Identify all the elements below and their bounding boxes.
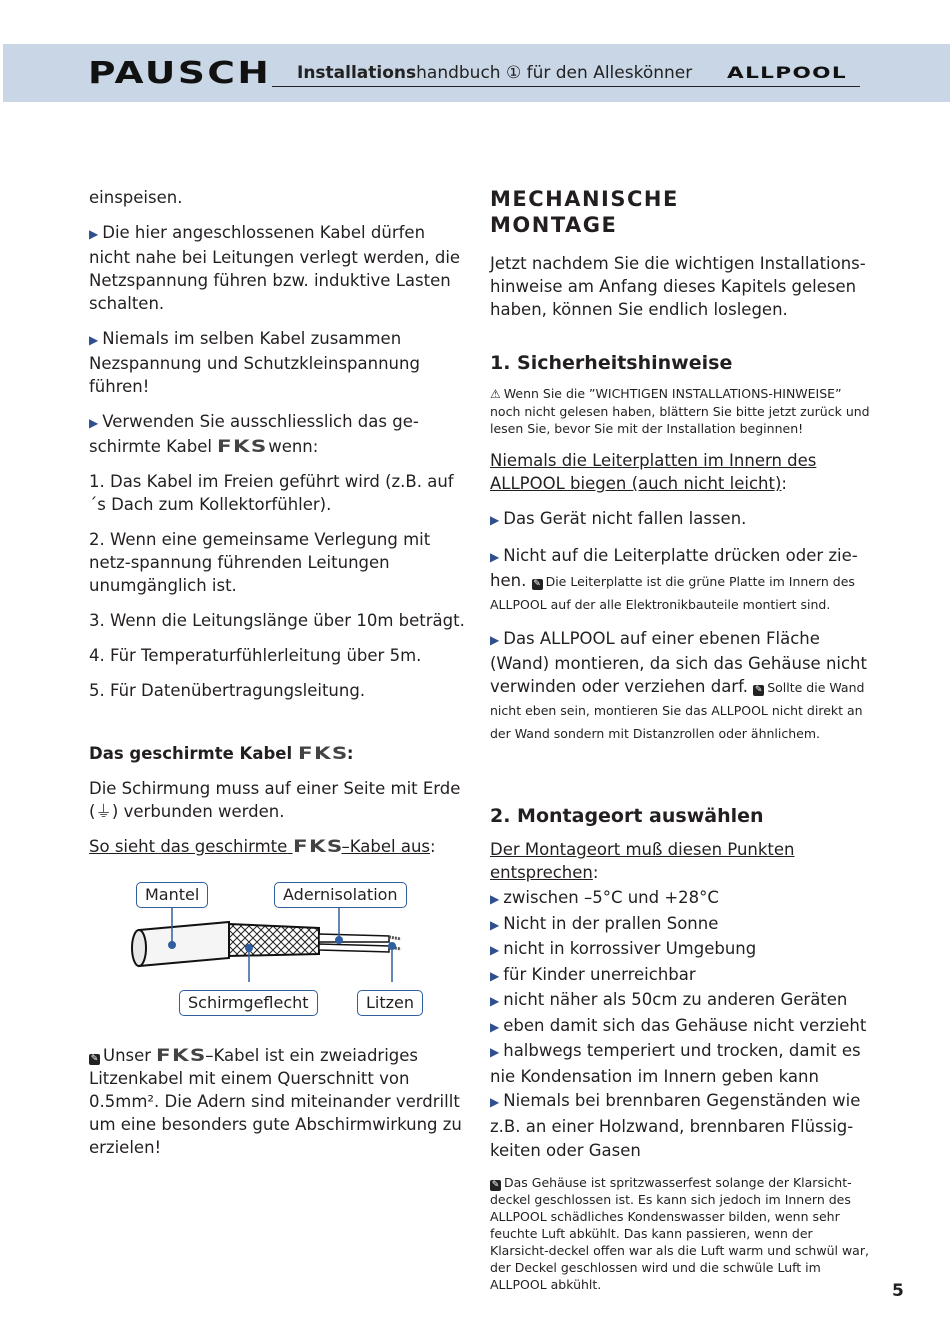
triangle-bullet-icon: ▶ [490, 892, 500, 906]
inline-note [490, 574, 855, 612]
triangle-bullet-icon: ▶ [490, 943, 500, 957]
list-item [490, 963, 870, 989]
bullet-text: Die hier angeschlossenen Kabel dürfen nicht nahe bei Leitungen verlegt werden, die Netzspannung führen bzw. induktive Lasten schalten. [89, 223, 461, 313]
bullet-nicht-fallen [490, 507, 870, 532]
underlined-text: Der Montageort muß diesen Punkten entsprechen [490, 840, 795, 882]
numbered-item-3: 3. Wenn die Leitungslänge über 10m beträgt. [89, 611, 465, 630]
fks-logo: FKS [217, 437, 268, 456]
note-icon: ✎ [90, 1054, 99, 1064]
note-icon: ✎ [754, 685, 763, 695]
bullet-text: wenn: [268, 437, 319, 456]
label-adernisolation: Adernisolation [274, 882, 407, 908]
header-title-rest: handbuch ① für den Alleskönner [416, 63, 693, 83]
list-item [490, 988, 870, 1014]
cable-jacket [139, 922, 229, 966]
bullet-text: Das Gerät nicht fallen lassen. [503, 509, 747, 528]
left-column [89, 186, 469, 1171]
header-title [297, 62, 692, 84]
note-text: Sollte die Wand nicht eben sein, montieren Sie das ALLPOOL nicht direkt an der Wand sondern mit Distanzrollen oder ähnlichem. [490, 680, 865, 741]
right-column [490, 186, 870, 1293]
pointer-dot [388, 942, 396, 950]
unser-text-a: Unser [103, 1046, 152, 1065]
header-title-bold: Installations [297, 63, 417, 83]
list-item-text: nicht näher als 50cm zu anderen Geräten [503, 990, 848, 1009]
section-title-line1: MECHANISCHE [490, 187, 679, 211]
paragraph-montageort [490, 838, 870, 884]
pointer-dot [335, 936, 343, 944]
unser-text-b: –Kabel ist ein zweiadriges Litzenkabel mit einem Querschnitt von 0.5mm². Die Adern sind miteinander verdrillt um eine besonders gute Abschirmwirkung zu erzielen! [89, 1046, 462, 1157]
triangle-bullet-icon: ▶ [490, 994, 500, 1008]
triangle-bullet-icon: ▶ [490, 513, 500, 527]
cable-diagram [89, 870, 469, 1030]
warning-icon: ⚠ [490, 387, 501, 401]
paragraph-intro: Jetzt nachdem Sie die wichtigen Installations-hinweise am Anfang dieses Kapitels gelesen haben, können Sie endlich loslegen. [490, 254, 866, 319]
list-item-text: für Kinder unerreichbar [503, 964, 696, 984]
paragraph-niemals-leiterplatten [490, 449, 870, 495]
list-item-text: halbwegs temperiert und trocken, damit es nie Kondensation im Innern geben kann [490, 1041, 861, 1086]
underlined-text [89, 837, 430, 856]
list-item [490, 912, 870, 938]
note-icon: ✎ [491, 1179, 500, 1190]
allpool-logo: ALLPOOL [727, 63, 848, 82]
sieht-text-a: So sieht das geschirmte [89, 837, 288, 856]
bullet-kabel-leitungen [89, 221, 469, 315]
bullet-geschirmte-kabel [89, 410, 469, 458]
triangle-bullet-icon: ▶ [490, 550, 500, 564]
list-item [490, 886, 870, 912]
colon: : [592, 863, 599, 882]
triangle-bullet-icon: ▶ [490, 968, 500, 983]
underlined-text: Niemals die Leiterplatten im Innern des ALLPOOL biegen (auch nicht leicht) [490, 451, 817, 493]
fks-logo: FKS [297, 744, 349, 763]
endnote-text: Das Gehäuse ist spritzwasserfest solange der Klarsicht-deckel geschlossen ist. Es kann sich jedoch im Innern des ALLPOOL schädliches Kondenswasser bilden, wenn sehr feuchte Luft abkühlt. Das kann passieren, wenn der Klarsicht-deckel offen war als die Luft warm und schwül war, der Deckel geschlossen wird und die schwüle Luft im ALLPOOL abkühlt. [490, 1174, 869, 1292]
fks-logo: FKS [292, 837, 344, 856]
numbered-item-5: 5. Für Datenübertragungsleitung. [89, 681, 366, 700]
list-item [490, 937, 870, 963]
list-item-text: Nicht in der prallen Sonne [503, 913, 719, 933]
subheading-geschirmte-kabel [89, 742, 469, 765]
bullet-text: Verwenden Sie ausschliesslich das ge-schirmte Kabel [89, 412, 419, 456]
note-text: Die Leiterplatte ist die grüne Platte im Innern des ALLPOOL auf der alle Elektronikbauteile montiert sind. [490, 574, 855, 612]
subheading-colon: : [346, 744, 354, 763]
triangle-bullet-icon: ▶ [490, 1095, 500, 1109]
sieht-text-b: –Kabel aus [341, 837, 430, 856]
paragraph-einspeisen: einspeisen. [89, 188, 183, 207]
triangle-bullet-icon: ▶ [490, 917, 500, 932]
shield-braid [229, 924, 319, 956]
triangle-bullet-icon: ▶ [89, 227, 99, 241]
note-icon: ✎ [533, 579, 541, 589]
triangle-bullet-icon: ▶ [490, 1045, 500, 1059]
list-item [490, 1089, 870, 1164]
label-litzen: Litzen [357, 990, 423, 1016]
list-item [490, 1014, 870, 1040]
brand-logo: PAUSCH [88, 56, 272, 91]
colon: : [781, 474, 787, 493]
numbered-item-2: 2. Wenn eine gemeinsame Verlegung mit netz-spannung führenden Leitungen unumgänglich ist. [89, 530, 431, 595]
pointer-dot [168, 941, 176, 949]
triangle-bullet-icon: ▶ [490, 1019, 500, 1034]
wire-insulation-top [319, 934, 389, 942]
page-number: 5 [892, 1281, 904, 1301]
numbered-item-4: 4. Für Temperaturfühlerleitung über 5m. [89, 646, 422, 665]
label-schirmgeflecht: Schirmgeflecht [179, 990, 318, 1016]
paragraph-schirmung: Die Schirmung muss auf einer Seite mit Erde (⏚) verbunden werden. [89, 779, 461, 821]
montageort-list [490, 886, 870, 1164]
section-title [490, 186, 870, 238]
list-item-text: zwischen –5°C und +28°C [503, 888, 719, 907]
heading-montageort: 2. Montageort auswählen [490, 805, 764, 827]
cable-end [132, 930, 146, 966]
bullet-leiterplatte [490, 544, 870, 615]
warning-note [490, 385, 870, 437]
list-item-text: eben damit sich das Gehäuse nicht verzieht [503, 1015, 867, 1035]
bullet-ebene-flaeche [490, 627, 870, 744]
header-underline [272, 86, 860, 87]
warning-text: Wenn Sie die ”WICHTIGEN INSTALLATIONS-HINWEISE” noch nicht gelesen haben, blättern Sie bitte jetzt zurück und lesen Sie, bevor Sie mit der Installation beginnen! [490, 386, 870, 436]
bullet-text: Niemals im selben Kabel zusammen Nezspannung und Schutzkleinspannung führen! [89, 329, 420, 396]
bullet-text: Nicht auf die Leiterplatte drücken oder zie-hen. [490, 546, 858, 590]
endnote [490, 1174, 870, 1293]
bullet-text: Das ALLPOOL auf einer ebenen Fläche (Wand) montieren, da sich das Gehäuse nicht verwinden oder verziehen darf. [490, 629, 867, 696]
triangle-bullet-icon: ▶ [490, 633, 500, 647]
paragraph-unser-kabel [89, 1044, 469, 1159]
wire-insulation-bottom [319, 944, 389, 952]
label-mantel: Mantel [136, 882, 208, 908]
fks-logo: FKS [156, 1046, 207, 1065]
paragraph-so-sieht [89, 835, 469, 858]
triangle-bullet-icon: ▶ [89, 416, 99, 430]
triangle-bullet-icon: ▶ [89, 333, 99, 347]
subheading-text: Das geschirmte Kabel [89, 744, 293, 763]
numbered-item-1: 1. Das Kabel im Freien geführt wird (z.B. auf´s Dach zum Kollektorfühler). [89, 472, 454, 514]
heading-sicherheitshinweise: 1. Sicherheitshinweise [490, 352, 733, 374]
list-item [490, 1039, 870, 1089]
pointer-dot [245, 944, 253, 952]
bullet-niemals-selben-kabel [89, 327, 469, 398]
list-item-text: nicht in korrossiver Umgebung [503, 939, 757, 958]
sieht-colon: : [430, 837, 436, 856]
section-title-line2: MONTAGE [490, 213, 618, 237]
list-item-text: Niemals bei brennbaren Gegenständen wie z.B. an einer Holzwand, brennbaren Flüssig-keiten oder Gasen [490, 1091, 861, 1160]
